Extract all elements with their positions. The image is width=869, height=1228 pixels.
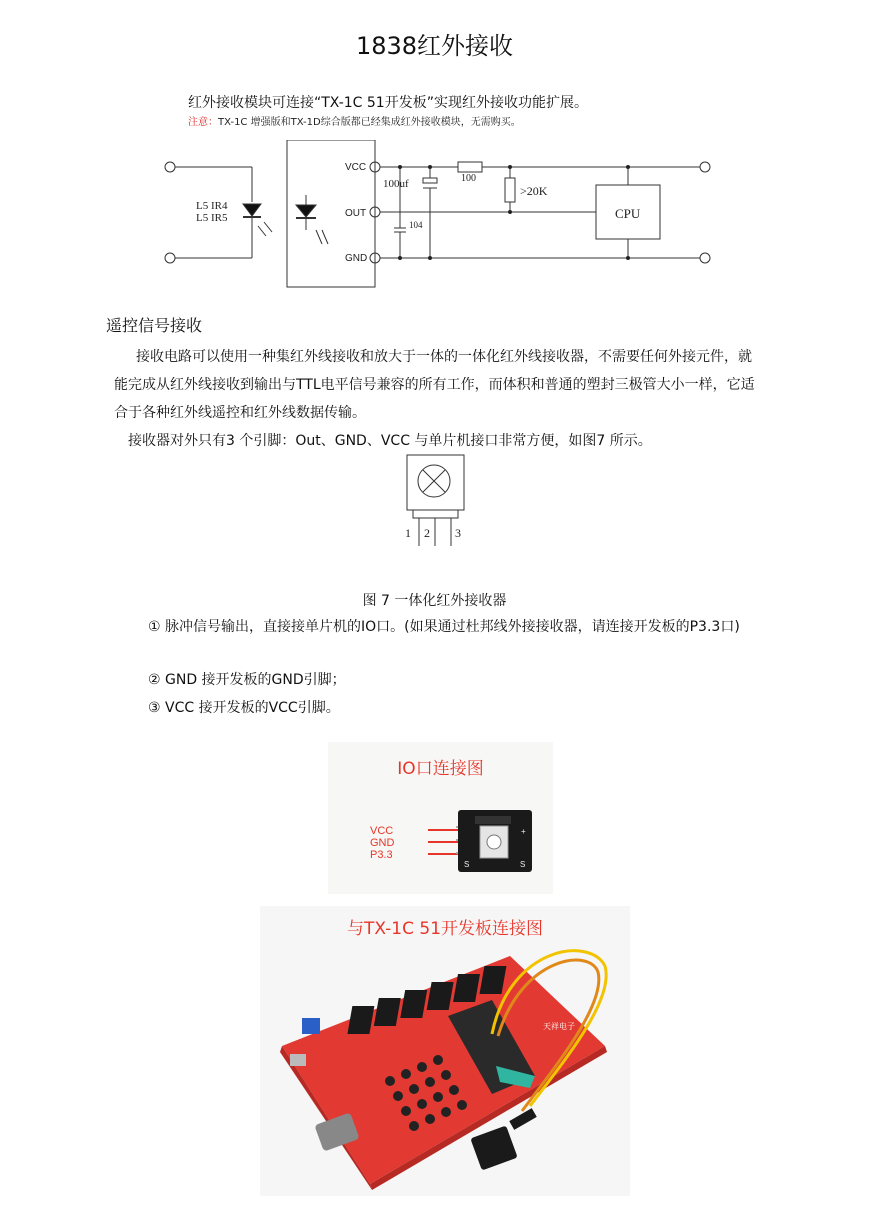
pins-line: 接收器对外只有3 个引脚：Out、GND、VCC 与单片机接口非常方便，如图7 所示。	[128, 433, 652, 449]
pin-2-label: 2	[424, 526, 430, 540]
gnd-pin-label: GND	[345, 253, 368, 264]
res-100-label: 100	[461, 173, 476, 184]
section-paragraph	[114, 343, 764, 427]
gnd-wire-label: GND	[370, 837, 395, 849]
list-item-3: ③ VCC 接开发板的VCC引脚。	[148, 700, 340, 716]
cap-104-label: 104	[409, 220, 423, 230]
board-connection-photo	[260, 906, 630, 1196]
circuit-diagram	[150, 140, 720, 295]
vcc-pin-label: VCC	[345, 162, 367, 173]
plus-mark: +	[521, 827, 526, 836]
ir-label-1: L5 IR4	[196, 200, 228, 212]
vcc-wire-label: VCC	[370, 825, 394, 837]
cap-100uf-label: 100uf	[383, 178, 409, 190]
cpu-label: CPU	[615, 206, 641, 221]
s-mark-left: S	[464, 860, 470, 869]
ir-label-2: L5 IR5	[196, 212, 228, 224]
section-heading: 遥控信号接收	[106, 316, 203, 335]
intro-text: 红外接收模块可连接“TX-1C 51开发板”实现红外接收功能扩展。	[188, 95, 588, 111]
figure-caption: 图 7 一体化红外接收器	[362, 593, 507, 609]
paragraph-text: 接收电路可以使用一种集红外线接收和放大于一体的一体化红外线接收器，不需要任何外接元件，就能完成从红外线接收到输出与TTL电平信号兼容的所有工作，而体积和普通的塑封三极管大小一样，它适合于各种红外线遥控和红外线数据传输。	[114, 349, 755, 421]
out-pin-label: OUT	[345, 208, 367, 219]
s-mark-right: S	[520, 860, 526, 869]
pin-1-label: 1	[405, 526, 411, 540]
ir-module-illustration	[328, 742, 553, 894]
p33-wire-label: P3.3	[370, 849, 393, 861]
list-item-1: ① 脉冲信号输出，直接接单片机的IO口。(如果通过杜邦线外接接收器，请连接开发板的P3.3口)	[148, 619, 740, 635]
res-20k-label: >20K	[520, 184, 548, 198]
note-label: 注意：	[188, 117, 218, 128]
receiver-package-figure	[400, 450, 470, 550]
io-connection-photo	[328, 742, 553, 894]
note-text: TX-1C 增强版和TX-1D综合版都已经集成红外接收模块，无需购买。	[218, 117, 521, 128]
note	[188, 113, 521, 128]
page-title: 1838红外接收	[355, 32, 514, 60]
pin-3-label: 3	[455, 526, 461, 540]
io-photo-title: IO口连接图	[397, 759, 484, 779]
board-photo-title: 与TX-1C 51开发板连接图	[346, 919, 544, 939]
board-brand-label: 天祥电子	[543, 1022, 575, 1031]
dev-board-illustration	[260, 906, 630, 1196]
list-item-2: ② GND 接开发板的GND引脚；	[148, 672, 346, 688]
